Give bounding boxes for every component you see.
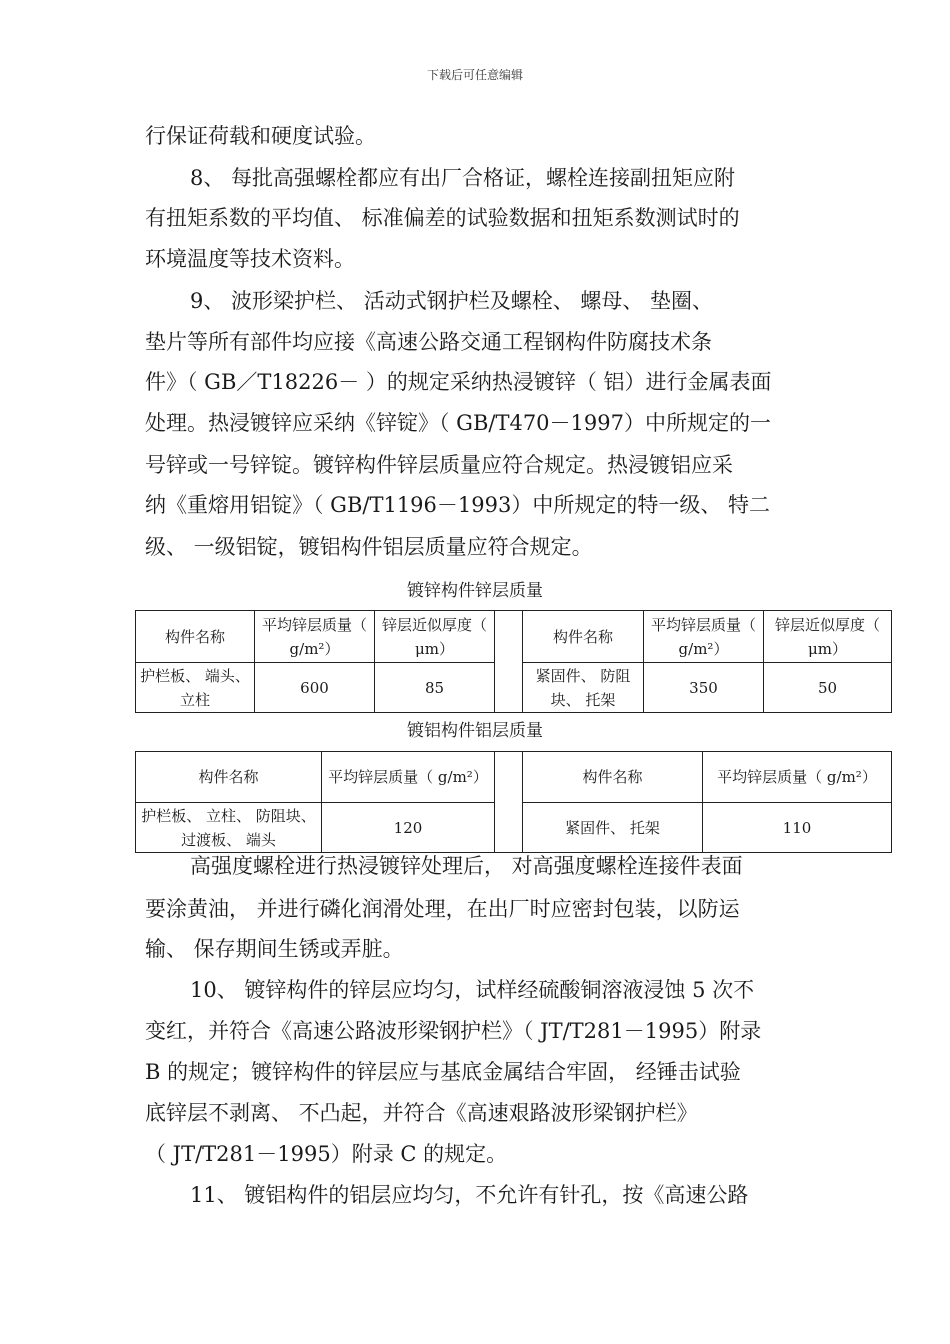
table-cell: 护栏板、 端头、 立柱: [136, 663, 255, 713]
paragraph-line: 件》（ GB／T18226－ ）的规定采纳热浸镀锌（ 铝）进行金属表面: [145, 370, 772, 394]
table-header-cell: 平均锌层质量（ g/m²）: [322, 752, 495, 803]
paragraph-line: 垫片等所有部件均应接《高速公路交通工程钢构件防腐技术条: [145, 330, 712, 354]
table-gap: [495, 611, 523, 713]
paragraph-line: 级、 一级铝锭，镀铝构件铝层质量应符合规定。: [145, 535, 593, 559]
paragraph-line: （ JT/T281－1995）附录 C 的规定。: [145, 1142, 508, 1166]
paragraph-line: 变红，并符合《高速公路波形梁钢护栏》（ JT/T281－1995）附录: [145, 1019, 762, 1043]
paragraph-line: B 的规定；镀锌构件的锌层应与基底金属结合牢固， 经锤击试验: [145, 1060, 741, 1084]
paragraph-line: 输、 保存期间生锈或弄脏。: [145, 937, 404, 961]
table-header-cell: 构件名称: [523, 611, 644, 663]
table-cell: 紧固件、 防阻块、 托架: [523, 663, 644, 713]
paragraph-line: 11、 镀铝构件的铝层应均匀，不允许有针孔，按《高速公路: [190, 1183, 749, 1207]
table-cell: 350: [644, 663, 764, 713]
table-header-cell: 平均锌层质量（ g/m²）: [644, 611, 764, 663]
table-cell: 85: [375, 663, 495, 713]
paragraph-line: 号锌或一号锌锭。镀锌构件锌层质量应符合规定。热浸镀铝应采: [145, 453, 733, 477]
table-cell: 紧固件、 托架: [523, 803, 703, 853]
table-caption: 镀锌构件锌层质量: [407, 581, 543, 601]
paragraph-line: 高强度螺栓进行热浸镀锌处理后， 对高强度螺栓连接件表面: [190, 854, 743, 878]
table-header-cell: 构件名称: [136, 752, 322, 803]
table-header-cell: 平均锌层质量（ g/m²）: [255, 611, 375, 663]
table-header-cell: 锌层近似厚度（ μm）: [764, 611, 892, 663]
aluminum-coating-table: [135, 751, 892, 853]
paragraph-line: 行保证荷载和硬度试验。: [145, 124, 376, 148]
table-cell: 110: [703, 803, 892, 853]
table-cell: 600: [255, 663, 375, 713]
table-cell: 120: [322, 803, 495, 853]
table-caption: 镀铝构件铝层质量: [407, 721, 543, 741]
paragraph-line: 处理。热浸镀锌应采纳《锌锭》（ GB/T470－1997）中所规定的一: [145, 411, 771, 435]
paragraph-line: 有扭矩系数的平均值、 标准偏差的试验数据和扭矩系数测试时的: [145, 206, 740, 230]
paragraph-line: 底锌层不剥离、 不凸起，并符合《高速艰路波形梁钢护栏》: [145, 1101, 698, 1125]
paragraph-line: 纳《重熔用铝锭》（ GB/T1196－1993）中所规定的特一级、 特二: [145, 493, 771, 517]
table-gap: [495, 752, 523, 853]
page-header: 下载后可任意编辑: [426, 68, 523, 82]
table-header-cell: 构件名称: [136, 611, 255, 663]
paragraph-line: 环境温度等技术资料。: [145, 247, 355, 271]
table-header-cell: 锌层近似厚度（ μm）: [375, 611, 495, 663]
zinc-coating-table: [135, 610, 892, 713]
table-header-cell: 平均锌层质量（ g/m²）: [703, 752, 892, 803]
table-header-cell: 构件名称: [523, 752, 703, 803]
paragraph-line: 10、 镀锌构件的锌层应均匀，试样经硫酸铜溶液浸蚀 5 次不: [190, 978, 755, 1002]
table-cell: 50: [764, 663, 892, 713]
table-cell: 护栏板、 立柱、 防阻块、 过渡板、 端头: [136, 803, 322, 853]
paragraph-line: 要涂黄油， 并进行磷化润滑处理，在出厂时应密封包装，以防运: [145, 897, 740, 921]
paragraph-line: 9、 波形梁护栏、 活动式钢护栏及螺栓、 螺母、 垫圈、: [190, 289, 714, 313]
paragraph-line: 8、 每批高强螺栓都应有出厂合格证，螺栓连接副扭矩应附: [190, 166, 736, 190]
